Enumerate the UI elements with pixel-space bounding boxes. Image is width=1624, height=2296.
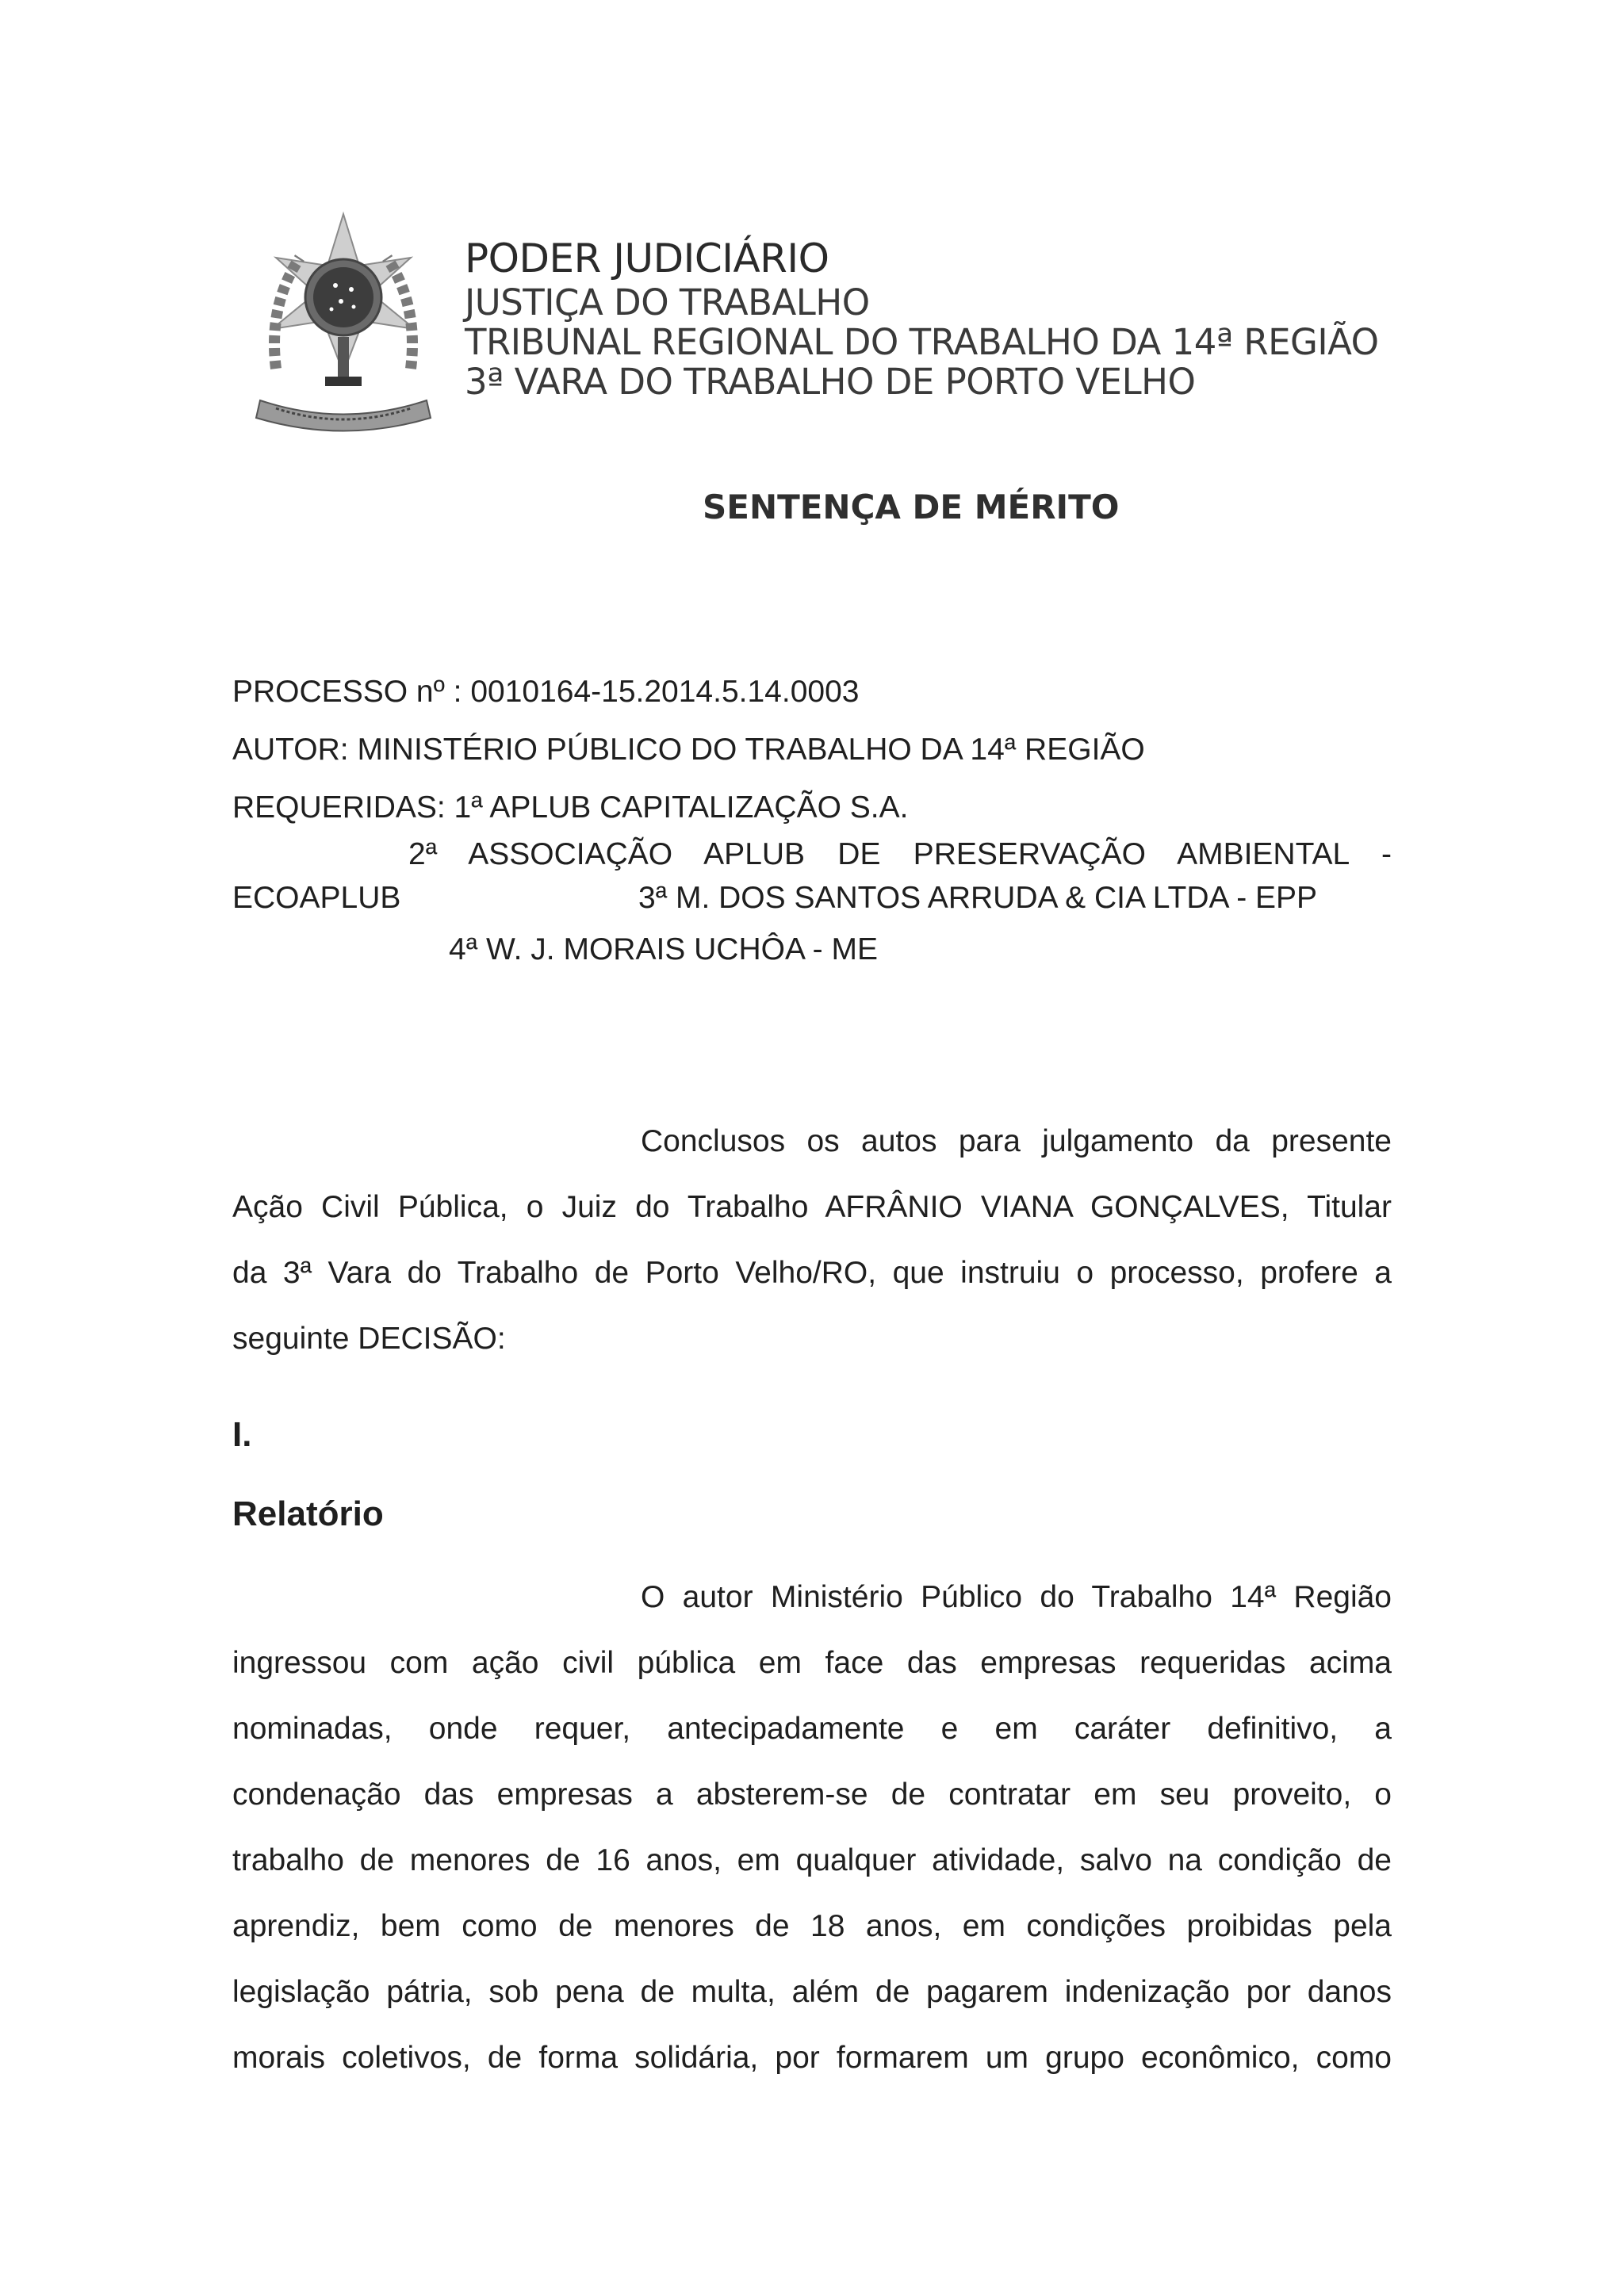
defendant-2-cont: ECOAPLUB xyxy=(232,881,401,915)
paragraph-line: O autor Ministério Público do Trabalho 14ª Região xyxy=(641,1580,1392,1614)
case-author: AUTOR: MINISTÉRIO PÚBLICO DO TRABALHO DA 14ª REGIÃO xyxy=(232,733,1145,767)
header-line-1: PODER JUDICIÁRIO xyxy=(465,235,829,281)
defendant-4: 4ª W. J. MORAIS UCHÔA - ME xyxy=(449,932,878,966)
paragraph-line: da 3ª Vara do Trabalho de Porto Velho/RO, que instruiu o processo, profere a xyxy=(232,1256,1392,1290)
header-line-3: TRIBUNAL REGIONAL DO TRABALHO DA 14ª REGIÃO xyxy=(465,321,1379,363)
case-number: PROCESSO nº : 0010164-15.2014.5.14.0003 xyxy=(232,675,860,709)
paragraph-line: trabalho de menores de 16 anos, em qualquer atividade, salvo na condição de xyxy=(232,1843,1392,1877)
paragraph-line: condenação das empresas a absterem-se de contratar em seu proveito, o xyxy=(232,1777,1392,1812)
paragraph-line: legislação pátria, sob pena de multa, além de pagarem indenização por danos xyxy=(232,1975,1392,2009)
header-line-4: 3ª VARA DO TRABALHO DE PORTO VELHO xyxy=(465,361,1196,403)
letterhead-text xyxy=(465,234,1379,402)
paragraph-line: Conclusos os autos para julgamento da presente xyxy=(641,1124,1392,1158)
paragraph-line: nominadas, onde requer, antecipadamente e em caráter definitivo, a xyxy=(232,1712,1392,1746)
header-line-2: JUSTIÇA DO TRABALHO xyxy=(465,281,870,323)
paragraph-line: Ação Civil Pública, o Juiz do Trabalho AFRÂNIO VIANA GONÇALVES, Titular xyxy=(232,1190,1392,1224)
paragraph-line: seguinte DECISÃO: xyxy=(232,1322,506,1356)
document-title: SENTENÇA DE MÉRITO xyxy=(703,488,1120,526)
defendant-2: 2ª ASSOCIAÇÃO APLUB DE PRESERVAÇÃO AMBIENTAL - xyxy=(408,837,1392,871)
section-number: I. xyxy=(232,1415,252,1454)
section-title: Relatório xyxy=(232,1494,384,1533)
paragraph-line: ingressou com ação civil pública em face das empresas requeridas acima xyxy=(232,1646,1392,1680)
coat-of-arms-icon xyxy=(252,210,435,432)
case-defendants: REQUERIDAS: 1ª APLUB CAPITALIZAÇÃO S.A. xyxy=(232,790,909,825)
letterhead xyxy=(252,210,1394,440)
paragraph-line: aprendiz, bem como de menores de 18 anos, em condições proibidas pela xyxy=(232,1909,1392,1943)
paragraph-line: morais coletivos, de forma solidária, por formarem um grupo econômico, como xyxy=(232,2041,1392,2075)
defendant-3: 3ª M. DOS SANTOS ARRUDA & CIA LTDA - EPP xyxy=(638,881,1318,915)
